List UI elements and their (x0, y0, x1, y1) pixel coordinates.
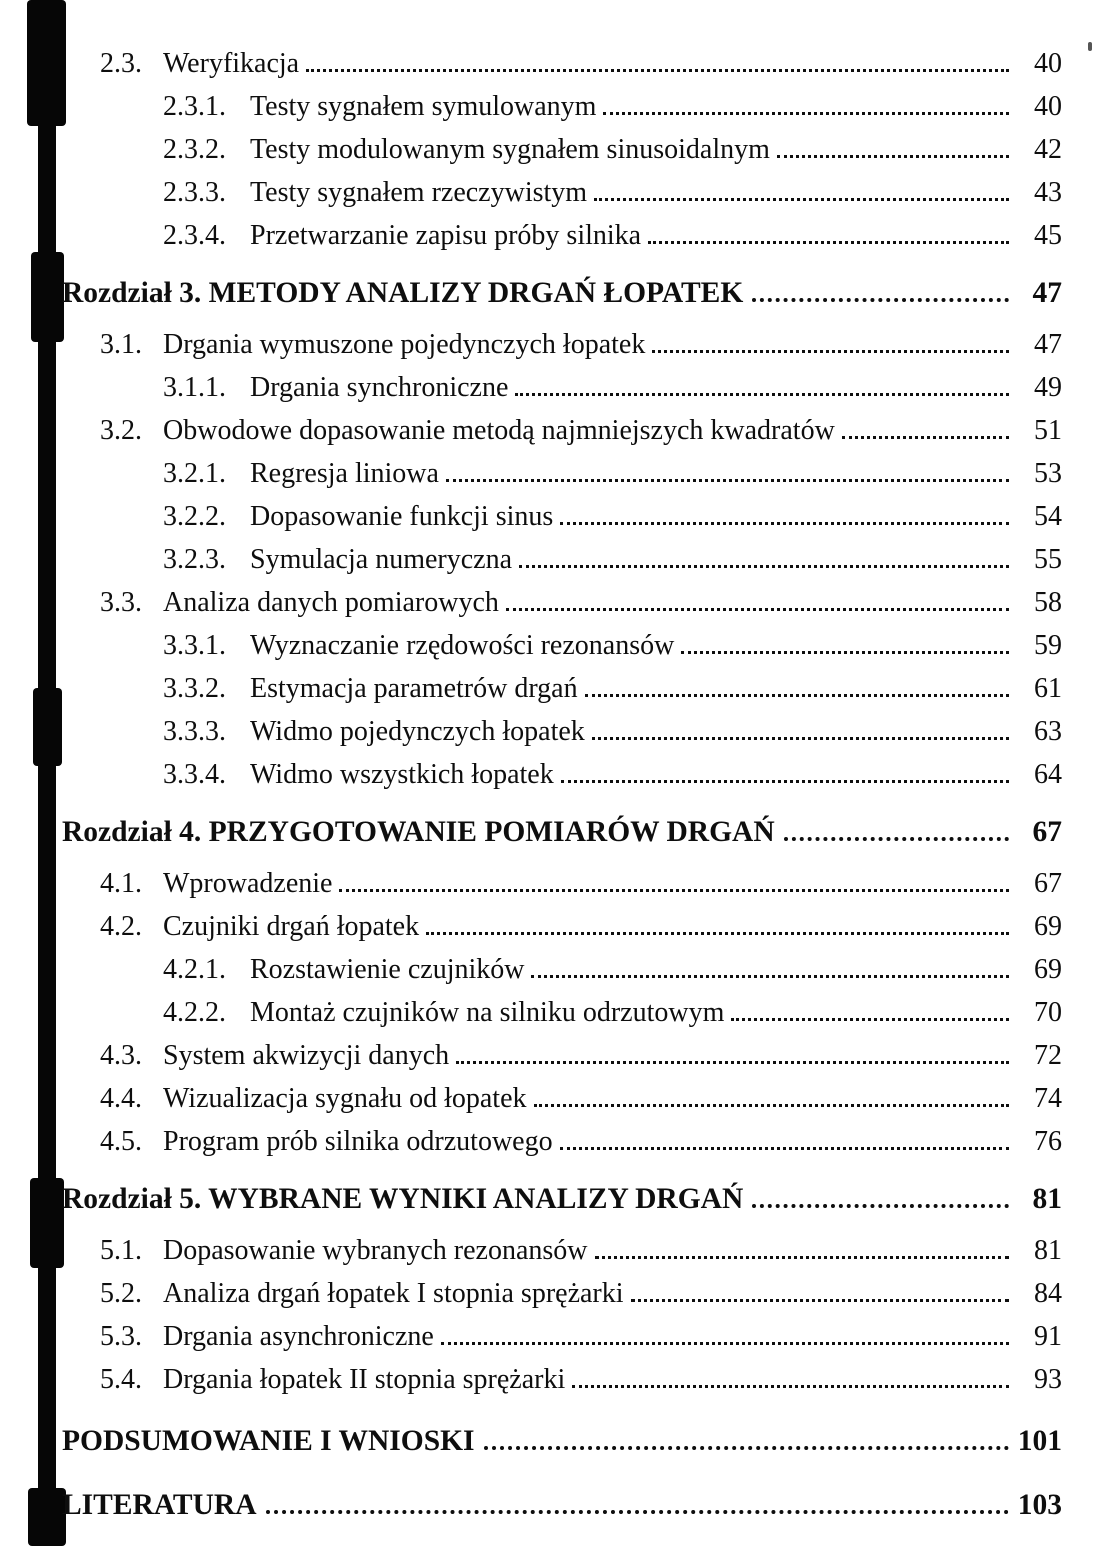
toc-page-number: 55 (1034, 544, 1062, 575)
toc-entry-label: Montaż czujników na silniku odrzutowym (250, 997, 725, 1028)
toc-entry (62, 409, 1062, 452)
toc-entry (62, 1272, 1062, 1315)
toc-entry-label: Testy sygnałem rzeczywistym (250, 177, 588, 208)
toc-page-number: 72 (1034, 1040, 1062, 1071)
dot-leader (560, 522, 1009, 525)
toc-entry-label: Regresja liniowa (250, 458, 439, 489)
toc-entry-number: 3.2. (100, 415, 142, 446)
toc-entry (62, 1417, 1062, 1465)
dot-leader (842, 436, 1009, 439)
toc-entry-label: PODSUMOWANIE I WNIOSKI (62, 1425, 475, 1457)
dot-leader (595, 1256, 1009, 1259)
scan-speck (1088, 42, 1092, 51)
scan-edge-artifact (31, 252, 64, 342)
toc-entry (62, 1175, 1062, 1223)
toc-entry (62, 624, 1062, 667)
toc-entry (62, 269, 1062, 317)
toc-entry-number: 5.1. (100, 1235, 142, 1266)
toc-entry (62, 128, 1062, 171)
dot-leader (515, 393, 1009, 396)
toc-entry (62, 495, 1062, 538)
toc-entry-label: System akwizycji danych (163, 1040, 450, 1071)
toc-entry-number: 4.1. (100, 868, 142, 899)
toc-entry-number: 2.3.1. (163, 91, 226, 122)
dot-leader (652, 350, 1009, 353)
toc-entry-number: 3.3. (100, 587, 142, 618)
dot-leader (306, 69, 1009, 72)
toc-entry (62, 991, 1062, 1034)
toc-entry (62, 1034, 1062, 1077)
toc-entry (62, 323, 1062, 366)
toc-entry (62, 667, 1062, 710)
toc-entry (62, 1481, 1062, 1529)
scan-edge-artifact (30, 1178, 64, 1268)
scan-edge-artifact (28, 1488, 66, 1546)
toc-entry-number: 3.1. (100, 329, 142, 360)
toc-entry-number: 4.2. (100, 911, 142, 942)
dot-leader (681, 651, 1009, 654)
toc-entry-number: 4.2.2. (163, 997, 226, 1028)
toc-page-number: 58 (1034, 587, 1062, 618)
toc-entry-label: Weryfikacja (163, 48, 300, 79)
toc-page-number: 70 (1034, 997, 1062, 1028)
toc-entry-number: 4.4. (100, 1083, 142, 1114)
toc-entry-label: Rozdział 3. METODY ANALIZY DRGAŃ ŁOPATEK (62, 277, 744, 309)
dot-leader (585, 694, 1009, 697)
dot-leader (752, 298, 1009, 302)
dot-leader (456, 1061, 1009, 1064)
toc-entry-label: Dopasowanie wybranych rezonansów (163, 1235, 588, 1266)
toc-page-number: 76 (1034, 1126, 1062, 1157)
toc-entry-number: 2.3.2. (163, 134, 226, 165)
toc-entry (62, 1077, 1062, 1120)
toc-entry-number: 3.2.2. (163, 501, 226, 532)
dot-leader (572, 1385, 1009, 1388)
dot-leader (446, 479, 1009, 482)
toc-entry-number: 2.3.4. (163, 220, 226, 251)
toc-entry (62, 905, 1062, 948)
toc-page-number: 67 (1032, 816, 1062, 848)
toc-page-number: 45 (1034, 220, 1062, 251)
toc-entry (62, 452, 1062, 495)
dot-leader (784, 837, 1009, 841)
toc-entry-label: Drgania łopatek II stopnia sprężarki (163, 1364, 566, 1395)
dot-leader (603, 112, 1009, 115)
toc-page-number: 74 (1034, 1083, 1062, 1114)
toc-page-number: 51 (1034, 415, 1062, 446)
toc-page-number: 53 (1034, 458, 1062, 489)
dot-leader (531, 975, 1009, 978)
toc-entry (62, 85, 1062, 128)
toc-entry-label: Drgania asynchroniczne (163, 1321, 434, 1352)
toc-entry-label: Widmo pojedynczych łopatek (250, 716, 585, 747)
toc-entry (62, 1358, 1062, 1401)
dot-leader (560, 1147, 1009, 1150)
dot-leader (752, 1204, 1009, 1208)
toc-entry-number: 2.3.3. (163, 177, 226, 208)
dot-leader (339, 889, 1009, 892)
toc-page-number: 81 (1032, 1183, 1062, 1215)
toc-entry-number: 3.2.1. (163, 458, 226, 489)
toc-entry-label: LITERATURA (62, 1489, 257, 1521)
toc-entry (62, 42, 1062, 85)
scan-edge-artifact (38, 0, 56, 1546)
toc-entry-number: 5.2. (100, 1278, 142, 1309)
dot-leader (592, 737, 1009, 740)
toc-page-number: 47 (1032, 277, 1062, 309)
toc-page-number: 93 (1034, 1364, 1062, 1395)
toc-entry (62, 710, 1062, 753)
toc-entry-label: Dopasowanie funkcji sinus (250, 501, 554, 532)
toc-page-number: 43 (1034, 177, 1062, 208)
dot-leader (561, 780, 1009, 783)
toc-entry (62, 1120, 1062, 1163)
toc-entry-number: 4.5. (100, 1126, 142, 1157)
toc-entry-label: Przetwarzanie zapisu próby silnika (250, 220, 642, 251)
toc-entry-number: 3.1.1. (163, 372, 226, 403)
toc-entry-number: 3.3.2. (163, 673, 226, 704)
toc-page-number: 40 (1034, 48, 1062, 79)
toc-entry (62, 1229, 1062, 1272)
dot-leader (484, 1446, 1009, 1450)
toc-entry-number: 3.2.3. (163, 544, 226, 575)
toc-entry (62, 948, 1062, 991)
dot-leader (648, 241, 1009, 244)
dot-leader (426, 932, 1009, 935)
toc-entry-label: Rozstawienie czujników (250, 954, 525, 985)
toc-entry (62, 581, 1062, 624)
toc-entry-label: Testy modulowanym sygnałem sinusoidalnym (250, 134, 770, 165)
toc-entry-label: Testy sygnałem symulowanym (250, 91, 597, 122)
toc-entry (62, 753, 1062, 796)
toc-entry-number: 3.3.3. (163, 716, 226, 747)
toc-entry (62, 808, 1062, 856)
toc-entry-label: Widmo wszystkich łopatek (250, 759, 554, 790)
dot-leader (534, 1104, 1009, 1107)
table-of-contents (62, 42, 1062, 1535)
toc-page-number: 47 (1034, 329, 1062, 360)
toc-page-number: 40 (1034, 91, 1062, 122)
dot-leader (441, 1342, 1009, 1345)
toc-entry (62, 862, 1062, 905)
toc-entry-number: 4.2.1. (163, 954, 226, 985)
toc-entry-label: Wprowadzenie (163, 868, 333, 899)
toc-entry-label: Wizualizacja sygnału od łopatek (163, 1083, 527, 1114)
toc-entry-label: Drgania wymuszone pojedynczych łopatek (163, 329, 646, 360)
toc-page-number: 81 (1034, 1235, 1062, 1266)
toc-page-number: 49 (1034, 372, 1062, 403)
dot-leader (519, 565, 1009, 568)
toc-entry-label: Obwodowe dopasowanie metodą najmniejszych kwadratów (163, 415, 835, 446)
toc-entry-label: Analiza danych pomiarowych (163, 587, 499, 618)
toc-entry-label: Program prób silnika odrzutowego (163, 1126, 553, 1157)
toc-page-number: 61 (1034, 673, 1062, 704)
dot-leader (731, 1018, 1009, 1021)
toc-entry-number: 5.3. (100, 1321, 142, 1352)
scan-edge-artifact (33, 688, 62, 766)
toc-page-number: 91 (1034, 1321, 1062, 1352)
dot-leader (506, 608, 1009, 611)
dot-leader (631, 1299, 1009, 1302)
toc-entry (62, 538, 1062, 581)
toc-entry-number: 3.3.1. (163, 630, 226, 661)
toc-entry (62, 1315, 1062, 1358)
toc-page-number: 63 (1034, 716, 1062, 747)
dot-leader (266, 1510, 1009, 1514)
toc-entry (62, 171, 1062, 214)
toc-entry-number: 4.3. (100, 1040, 142, 1071)
toc-entry-label: Rozdział 4. PRZYGOTOWANIE POMIARÓW DRGAŃ (62, 816, 775, 848)
toc-page-number: 69 (1034, 954, 1062, 985)
toc-entry-number: 2.3. (100, 48, 142, 79)
toc-entry-number: 5.4. (100, 1364, 142, 1395)
toc-entry-label: Drgania synchroniczne (250, 372, 509, 403)
toc-page-number: 64 (1034, 759, 1062, 790)
toc-entry-label: Wyznaczanie rzędowości rezonansów (250, 630, 675, 661)
dot-leader (777, 155, 1009, 158)
toc-entry (62, 214, 1062, 257)
toc-entry-label: Czujniki drgań łopatek (163, 911, 420, 942)
toc-entry-label: Symulacja numeryczna (250, 544, 513, 575)
toc-page-number: 67 (1034, 868, 1062, 899)
toc-entry-label: Estymacja parametrów drgań (250, 673, 578, 704)
toc-page-number: 54 (1034, 501, 1062, 532)
dot-leader (594, 198, 1009, 201)
toc-entry (62, 366, 1062, 409)
toc-page-number: 59 (1034, 630, 1062, 661)
toc-entry-number: 3.3.4. (163, 759, 226, 790)
toc-page-number: 101 (1017, 1425, 1062, 1457)
toc-page-number: 42 (1034, 134, 1062, 165)
toc-page-number: 84 (1034, 1278, 1062, 1309)
toc-entry-label: Rozdział 5. WYBRANE WYNIKI ANALIZY DRGAŃ (62, 1183, 744, 1215)
toc-page-number: 103 (1017, 1489, 1062, 1521)
scan-edge-artifact (27, 0, 66, 126)
toc-page-number: 69 (1034, 911, 1062, 942)
toc-entry-label: Analiza drgań łopatek I stopnia sprężarki (163, 1278, 624, 1309)
